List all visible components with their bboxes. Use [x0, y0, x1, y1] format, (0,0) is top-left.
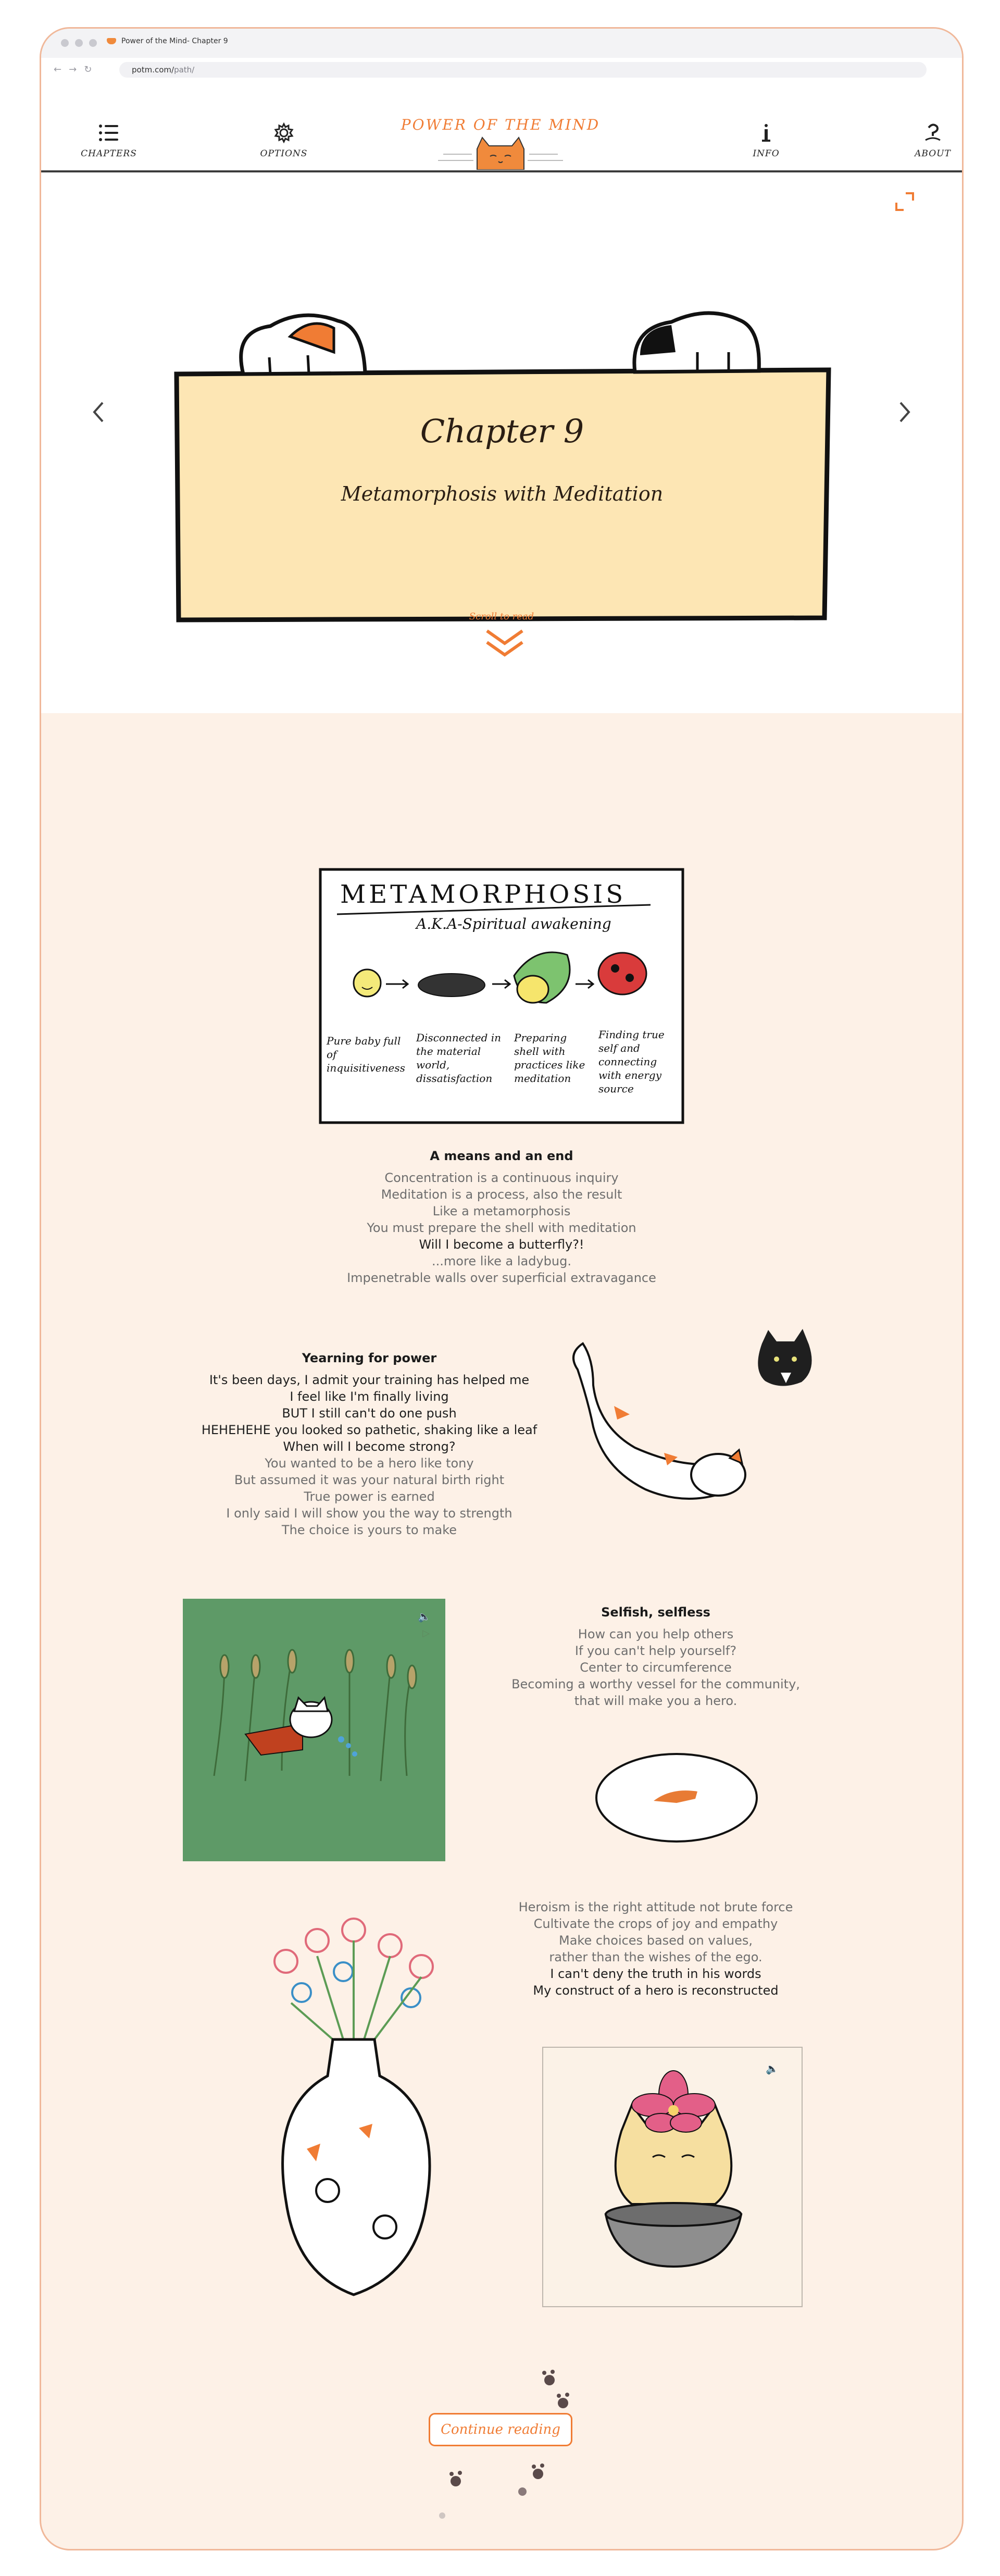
poem-line: Impenetrable walls over superficial extravagance [347, 1271, 656, 1285]
meditating-cat-drawing [543, 2048, 802, 2306]
poem-line: But assumed it was your natural birth right [234, 1473, 505, 1487]
poem-line: that will make you a hero. [574, 1694, 738, 1708]
poem-line: I can't deny the truth in his words [550, 1967, 761, 1981]
nav-options-label: OPTIONS [260, 148, 308, 159]
meditating-cat-video[interactable] [542, 2047, 803, 2307]
poem-3-title: Selfish, selfless [601, 1605, 710, 1620]
site-navigation [41, 83, 962, 172]
nav-chapters-label: CHAPTERS [81, 148, 137, 159]
url-host: potm.com/ [132, 65, 174, 74]
chapter-title: Chapter 9 [420, 412, 584, 450]
fullscreen-expand-icon[interactable] [894, 191, 915, 212]
chapter-card-drawing [171, 305, 833, 623]
paw-prints-decoration [416, 2370, 624, 2536]
poem-line: Meditation is a process, also the result [381, 1187, 622, 1202]
chapter-card [171, 305, 833, 623]
poem-line: You must prepare the shell with meditation [367, 1221, 636, 1235]
metamorphosis-card-title: METAMORPHOSIS [340, 880, 627, 909]
chapter-content [41, 713, 962, 2549]
question-mark-icon [921, 122, 944, 143]
minimize-dot[interactable] [75, 39, 83, 47]
scroll-to-read-label: Scroll to read [469, 611, 534, 622]
poem-line: You wanted to be a hero like tony [265, 1456, 474, 1471]
gear-icon [272, 122, 295, 143]
next-chapter-arrow-icon[interactable] [894, 396, 915, 428]
browser-tab-bar [41, 29, 962, 58]
stage-3-label: Preparing shell with practices like meditation [514, 1031, 585, 1085]
stage-1-label: Pure baby full of inquisitiveness [327, 1035, 405, 1074]
chapter-hero [41, 172, 962, 713]
cats-stretching-illustration [562, 1323, 874, 1510]
poem-line: rather than the wishes of the ego. [549, 1950, 762, 1964]
info-icon [755, 122, 778, 143]
poem-a-means-and-an-end [317, 1148, 686, 1286]
nav-info[interactable] [724, 122, 808, 159]
poem-line: I feel like I'm finally living [290, 1389, 449, 1404]
poem-line: Heroism is the right attitude not brute force [518, 1900, 793, 1914]
nav-chapters[interactable] [67, 122, 151, 159]
nav-info-label: INFO [753, 148, 780, 159]
back-arrow-icon[interactable]: ← [54, 64, 62, 75]
poem-yearning-for-power [182, 1350, 557, 1538]
cat-favicon-icon [107, 38, 116, 44]
poem-line: The choice is yours to make [281, 1523, 457, 1537]
cat-in-field-drawing [183, 1599, 445, 1861]
close-dot[interactable] [61, 39, 69, 47]
poem-2-title: Yearning for power [302, 1351, 437, 1365]
poem-line: HEHEHEHE you looked so pathetic, shaking like a leaf [201, 1423, 538, 1437]
poem-line: BUT I still can't do one push [282, 1406, 457, 1421]
poem-selfish-selfless [489, 1604, 822, 1709]
poem-line: Make choices based on values, [559, 1933, 753, 1948]
logo-text: POWER OF THE MIND [401, 116, 601, 133]
poem-line: If you can't help yourself? [574, 1644, 737, 1658]
poem-line: Concentration is a continuous inquiry [384, 1171, 619, 1185]
stage-4-label: Finding true self and connecting with energy source [598, 1028, 665, 1095]
metamorphosis-card-subtitle: A.K.A-Spiritual awakening [416, 915, 611, 932]
stage-2-label: Disconnected in the material world, dissatisfaction [416, 1031, 502, 1085]
forward-arrow-icon[interactable]: → [69, 64, 77, 75]
poem-line: Center to circumference [580, 1660, 732, 1675]
play-icon[interactable]: ▷ [422, 1628, 430, 1639]
metamorphosis-illustration [317, 866, 686, 1126]
poem-line: My construct of a hero is reconstructed [533, 1983, 779, 1998]
poem-line: Becoming a worthy vessel for the community, [511, 1677, 800, 1691]
poem-line: I only said I will show you the way to strength [226, 1506, 512, 1521]
list-icon [97, 122, 120, 143]
nav-about[interactable] [891, 122, 964, 159]
browser-tab[interactable] [107, 37, 228, 45]
poem-line: Cultivate the crops of joy and empathy [533, 1917, 778, 1931]
tab-title: Power of the Mind- Chapter 9 [121, 37, 228, 45]
poem-line: Will I become a butterfly?! [419, 1237, 584, 1252]
chapter-subtitle: Metamorphosis with Meditation [341, 482, 664, 505]
poem-heroism [489, 1899, 822, 1999]
cat-logo-icon [381, 133, 620, 170]
nav-about-label: ABOUT [915, 148, 951, 159]
url-path: path/ [174, 65, 195, 74]
cat-vase-illustration [249, 1909, 468, 2305]
maximize-dot[interactable] [89, 39, 97, 47]
site-logo[interactable] [381, 113, 620, 170]
address-bar-row [41, 58, 962, 83]
poem-line: When will I become strong? [283, 1439, 456, 1454]
window-controls[interactable] [61, 39, 97, 47]
nav-options[interactable] [242, 122, 326, 159]
poem-1-title: A means and an end [430, 1149, 573, 1163]
scroll-down-chevron-icon[interactable] [484, 626, 526, 662]
cat-in-field-video[interactable] [183, 1599, 445, 1861]
url-input[interactable] [119, 62, 927, 78]
previous-chapter-arrow-icon[interactable] [88, 396, 109, 428]
poem-line: Like a metamorphosis [432, 1204, 571, 1218]
speaker-icon[interactable]: 🔈 [418, 1610, 431, 1623]
poem-line: True power is earned [304, 1489, 435, 1504]
continue-reading-button[interactable]: Continue reading [429, 2413, 572, 2446]
browser-window [40, 27, 964, 2550]
reload-icon[interactable]: ↻ [84, 64, 92, 75]
poem-line: How can you help others [578, 1627, 734, 1641]
speaker-icon[interactable]: 🔈 [766, 2062, 779, 2075]
poem-line: ...more like a ladybug. [432, 1254, 571, 1268]
poem-line: It's been days, I admit your training has helped me [209, 1373, 530, 1387]
plate-illustration [593, 1751, 760, 1845]
